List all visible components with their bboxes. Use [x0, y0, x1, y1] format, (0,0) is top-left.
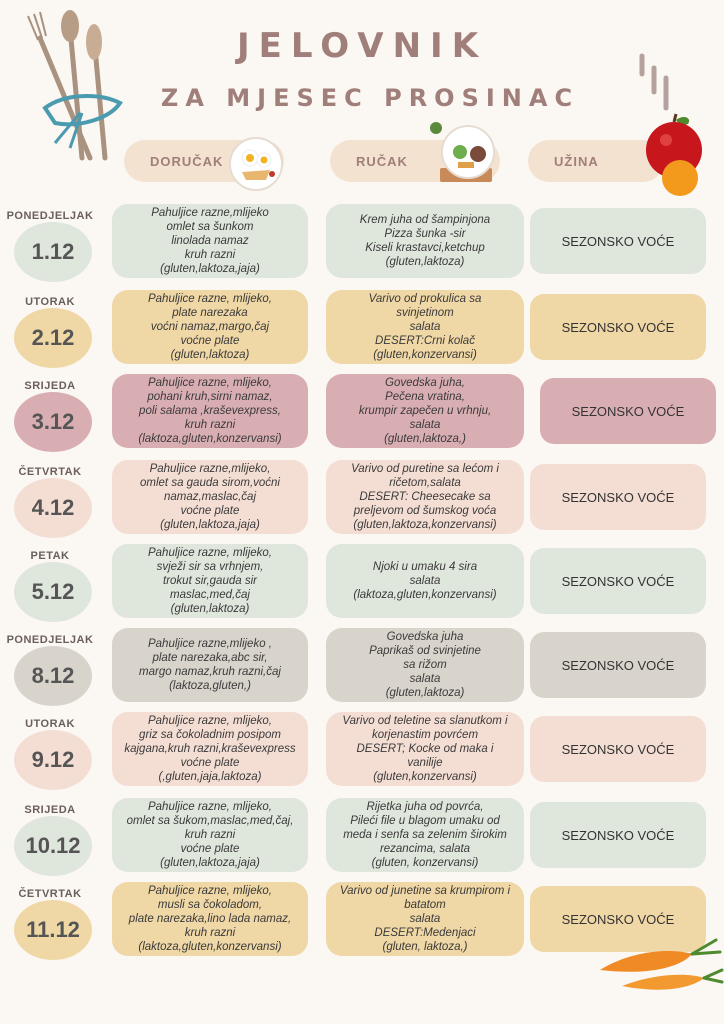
breakfast-cell: [112, 798, 308, 872]
day-name: PONEDJELJAK: [6, 634, 94, 646]
apple-orange-icon: [640, 112, 710, 198]
day-name: UTORAK: [25, 718, 75, 730]
menu-row: [0, 286, 724, 368]
lunch-cell-text: Rijetka juha od povrća, Pileći file u blagom umaku od meda i senfa sa zelenim širokim rezancima, salata (gluten, konzervansi): [343, 801, 507, 869]
breakfast-cell: [112, 374, 308, 448]
breakfast-cell: [112, 628, 308, 702]
lunch-cell-text: Njoki u umaku 4 sira salata (laktoza,gluten,konzervansi): [353, 561, 497, 601]
lunch-cell: [326, 712, 524, 786]
snack-cell: SEZONSKO VOĆE: [540, 378, 716, 444]
day-date: 8.12: [14, 646, 92, 706]
snack-cell: SEZONSKO VOĆE: [530, 632, 706, 698]
day-date: 1.12: [14, 222, 92, 282]
decorative-lines-icon: [636, 48, 676, 118]
menu-row: [0, 624, 724, 706]
lunch-cell-text: Varivo od teletine sa slanutkom i korjenastim povrćem DESERT; Kocke od maka i vanilije (gluten,konzervansi): [342, 715, 508, 783]
lunch-cell-text: Govedska juha Paprikaš od svinjetine sa rižom salata (gluten,laktoza): [369, 631, 481, 699]
snack-cell: SEZONSKO VOĆE: [530, 716, 706, 782]
lunch-cell: [326, 460, 524, 534]
breakfast-cell-text: Pahuljice razne, mlijeko, svježi sir sa vrhnjem, trokut sir,gauda sir maslac,med,čaj (gluten,laktoza): [147, 547, 272, 615]
lunch-cell-text: Krem juha od šampinjona Pizza šunka -sir Kiseli krastavci,ketchup (gluten,laktoza): [359, 214, 491, 268]
menu-row: [0, 456, 724, 538]
header-lunch: RUČAK: [330, 140, 500, 182]
lunch-cell: [326, 798, 524, 872]
breakfast-cell: [112, 712, 308, 786]
menu-row: [0, 370, 724, 452]
breakfast-cell-text: Pahuljice razne, mlijeko, omlet sa šukom,maslac,med,čaj, kruh razni voćne plate (gluten,laktoza,jaja): [126, 801, 294, 869]
breakfast-cell: [112, 544, 308, 618]
day-date: 5.12: [14, 562, 92, 622]
day-name: PETAK: [30, 550, 70, 562]
menu-row: [0, 540, 724, 622]
header-snack: UŽINA: [528, 140, 664, 182]
breakfast-cell-text: Pahuljice razne,mlijeko omlet sa šunkom linolada namaz kruh razni (gluten,laktoza,jaja): [151, 207, 269, 275]
breakfast-cell: [112, 460, 308, 534]
menu-row: [0, 708, 724, 790]
day-name: ČETVRTAK: [18, 466, 82, 478]
carrots-icon: [592, 930, 724, 1000]
day-date: 9.12: [14, 730, 92, 790]
breakfast-cell-text: Pahuljice razne,mlijeko , plate narezaka,abc sir, margo namaz,kruh razni,čaj (laktoza,gluten,): [139, 638, 281, 692]
breakfast-cell: [112, 290, 308, 364]
breakfast-cell-text: Pahuljice razne, mlijeko, griz sa čokoladnim posipom kajgana,kruh razni,kraševexpress voćne plate (,gluten,jaja,laktoza): [124, 715, 296, 783]
page-title: JELOVNIK: [236, 26, 488, 66]
lunch-cell: [326, 374, 524, 448]
lunch-cell: [326, 290, 524, 364]
day-date: 3.12: [14, 392, 92, 452]
lunch-cell-text: Varivo od junetine sa krumpirom i batatom salata DESERT:Medenjaci (gluten, laktoza,): [339, 885, 511, 953]
snack-cell: SEZONSKO VOĆE: [530, 208, 706, 274]
page-subtitle: ZA MJESEC PROSINAC: [160, 84, 580, 112]
snack-cell: SEZONSKO VOĆE: [530, 886, 706, 952]
lunch-plate-icon: [428, 120, 504, 190]
lunch-cell: [326, 204, 524, 278]
breakfast-cell: [112, 882, 308, 956]
breakfast-cell-text: Pahuljice razne,mlijeko, omlet sa gauda sirom,voćni namaz,maslac,čaj voćne plate (gluten,laktoza,jaja): [140, 463, 280, 531]
day-name: SRIJEDA: [24, 804, 76, 816]
snack-cell: SEZONSKO VOĆE: [530, 548, 706, 614]
day-date: 4.12: [14, 478, 92, 538]
breakfast-cell: [112, 204, 308, 278]
menu-row: [0, 794, 724, 876]
cutlery-icon: [10, 8, 150, 168]
day-date: 10.12: [14, 816, 92, 876]
lunch-cell: [326, 544, 524, 618]
breakfast-cell-text: Pahuljice razne, mlijeko, musli sa čokoladom, plate narezaka,lino lada namaz, kruh razni (laktoza,gluten,konzervansi): [128, 885, 292, 953]
breakfast-cell-text: Pahuljice razne, mlijeko, plate narezaka voćni namaz,margo,čaj voćne plate (gluten,laktoza): [147, 293, 272, 361]
breakfast-cell-text: Pahuljice razne, mlijeko, pohani kruh,sirni namaz, poli salama ,kraševexpress, kruh razni (laktoza,gluten,konzervansi): [138, 377, 282, 445]
snack-cell: SEZONSKO VOĆE: [530, 802, 706, 868]
day-date: 2.12: [14, 308, 92, 368]
lunch-cell-text: Varivo od prokulica sa svinjetinom salata DESERT:Crni kolač (gluten,konzervansi): [368, 293, 482, 361]
menu-row: [0, 200, 724, 282]
breakfast-plate-icon: [228, 136, 284, 192]
day-name: PONEDJELJAK: [6, 210, 94, 222]
lunch-cell-text: Govedska juha, Pečena vratina, krumpir zapečen u vrhnju, salata (gluten,laktoza,): [358, 377, 492, 445]
lunch-cell-text: Varivo od puretine sa lećom i ričetom,salata DESERT: Cheesecake sa preljevom od šumskog voća (gluten,laktoza,konzervansi): [351, 463, 499, 531]
day-date: 11.12: [14, 900, 92, 960]
snack-cell: SEZONSKO VOĆE: [530, 464, 706, 530]
snack-cell: SEZONSKO VOĆE: [530, 294, 706, 360]
lunch-cell: [326, 882, 524, 956]
lunch-cell: [326, 628, 524, 702]
day-name: UTORAK: [25, 296, 75, 308]
day-name: ČETVRTAK: [18, 888, 82, 900]
header-breakfast: DORUČAK: [124, 140, 284, 182]
day-name: SRIJEDA: [24, 380, 76, 392]
